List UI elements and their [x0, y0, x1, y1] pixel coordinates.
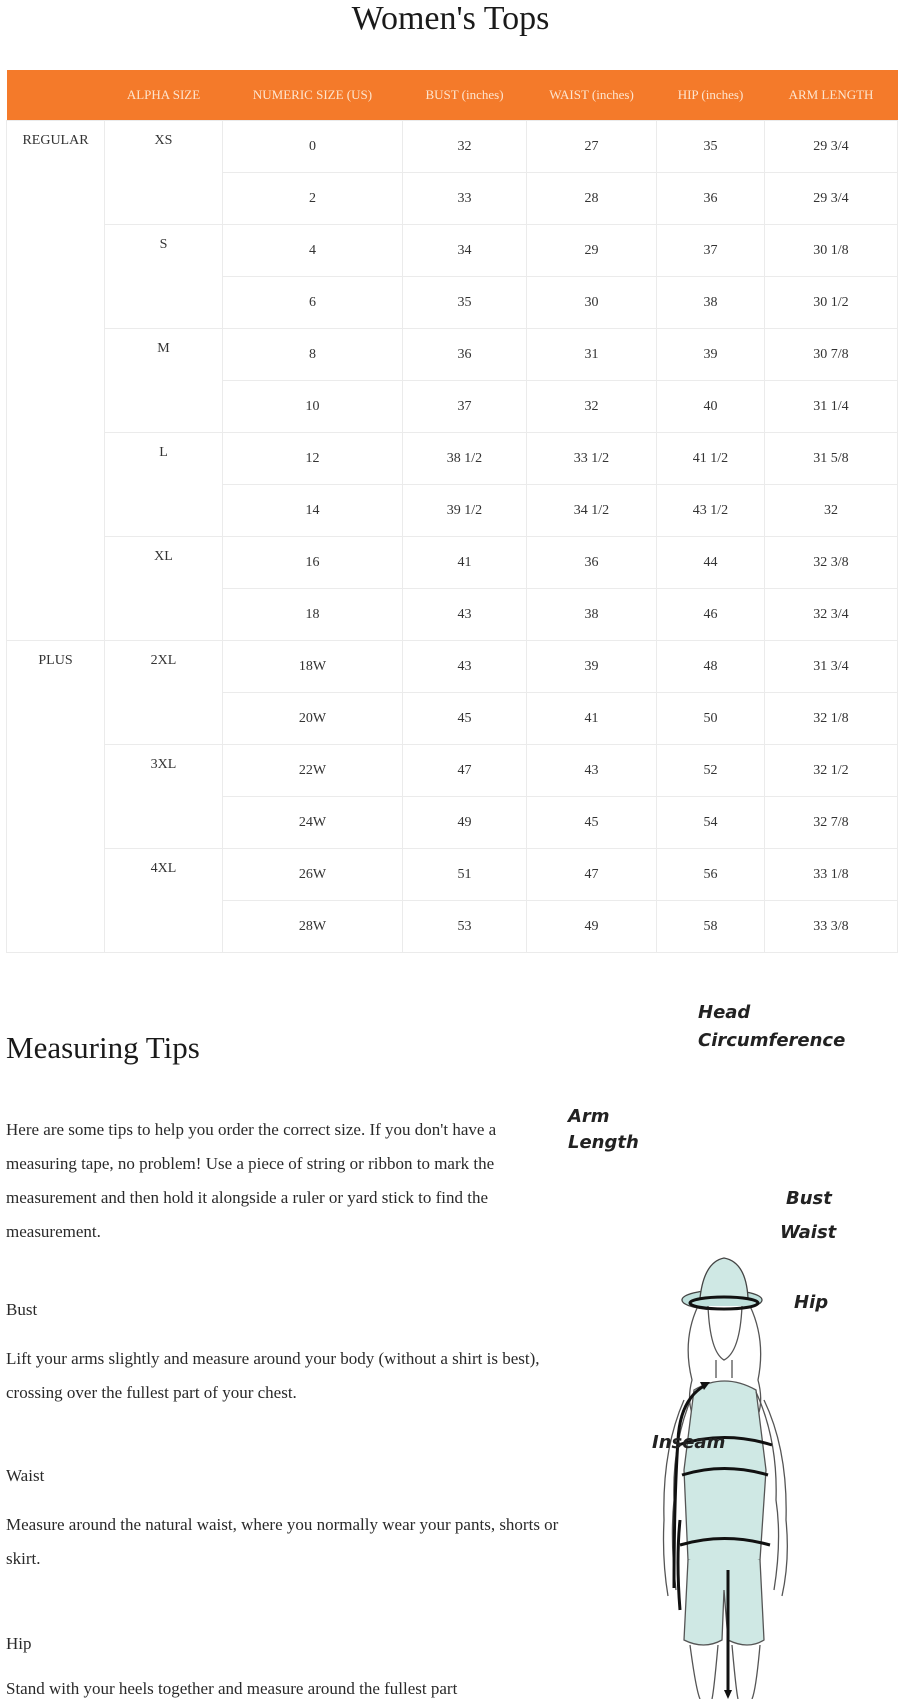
table-cell: 36	[657, 173, 765, 225]
table-row	[7, 329, 898, 381]
table-cell: 36	[527, 537, 657, 589]
table-cell: 33 3/8	[765, 901, 898, 953]
alpha-size-cell: 4XL	[105, 849, 223, 953]
table-cell: 32	[403, 121, 527, 173]
table-cell: 28W	[223, 901, 403, 953]
table-cell: 33	[403, 173, 527, 225]
table-cell: 54	[657, 797, 765, 849]
table-cell: 18	[223, 589, 403, 641]
group-label: PLUS	[7, 641, 105, 953]
label-arm: Arm	[568, 1106, 610, 1127]
label-circumference: Circumference	[698, 1030, 846, 1051]
column-header: NUMERIC SIZE (US)	[223, 70, 403, 121]
table-cell: 33 1/2	[527, 433, 657, 485]
table-cell: 50	[657, 693, 765, 745]
table-cell: 45	[403, 693, 527, 745]
label-waist: Waist	[780, 1222, 837, 1243]
table-cell: 22W	[223, 745, 403, 797]
table-cell: 31	[527, 329, 657, 381]
table-cell: 48	[657, 641, 765, 693]
table-cell: 41	[527, 693, 657, 745]
alpha-size-cell: M	[105, 329, 223, 433]
table-row	[7, 225, 898, 277]
table-cell: 34 1/2	[527, 485, 657, 537]
table-cell: 37	[403, 381, 527, 433]
table-row	[7, 745, 898, 797]
group-label: REGULAR	[7, 121, 105, 641]
table-cell: 41	[403, 537, 527, 589]
table-cell: 39	[527, 641, 657, 693]
table-row	[7, 433, 898, 485]
table-row	[7, 641, 898, 693]
column-header	[7, 70, 105, 121]
alpha-size-cell: S	[105, 225, 223, 329]
table-cell: 43 1/2	[657, 485, 765, 537]
measuring-tips-title: Measuring Tips	[6, 1030, 200, 1065]
table-cell: 32	[527, 381, 657, 433]
table-cell: 51	[403, 849, 527, 901]
table-cell: 43	[403, 641, 527, 693]
table-cell: 39 1/2	[403, 485, 527, 537]
table-cell: 27	[527, 121, 657, 173]
table-row	[7, 121, 898, 173]
table-cell: 30 7/8	[765, 329, 898, 381]
column-header: HIP (inches)	[657, 70, 765, 121]
alpha-size-cell: L	[105, 433, 223, 537]
label-hip: Hip	[794, 1292, 829, 1313]
column-header: BUST (inches)	[403, 70, 527, 121]
table-cell: 47	[403, 745, 527, 797]
table-cell: 38	[527, 589, 657, 641]
table-cell: 44	[657, 537, 765, 589]
table-cell: 49	[403, 797, 527, 849]
table-cell: 12	[223, 433, 403, 485]
table-cell: 38	[657, 277, 765, 329]
table-cell: 32 1/8	[765, 693, 898, 745]
hip-text: Stand with your heels together and measure around the fullest part	[6, 1679, 458, 1698]
alpha-size-cell: 3XL	[105, 745, 223, 849]
table-cell: 46	[657, 589, 765, 641]
table-cell: 31 5/8	[765, 433, 898, 485]
table-cell: 33 1/8	[765, 849, 898, 901]
label-bust: Bust	[786, 1188, 832, 1209]
table-cell: 56	[657, 849, 765, 901]
table-cell: 35	[657, 121, 765, 173]
waist-text: Measure around the natural waist, where you normally wear your pants, shorts or skirt.	[6, 1515, 559, 1568]
table-cell: 34	[403, 225, 527, 277]
table-cell: 47	[527, 849, 657, 901]
table-cell: 40	[657, 381, 765, 433]
table-cell: 4	[223, 225, 403, 277]
table-cell: 49	[527, 901, 657, 953]
table-cell: 36	[403, 329, 527, 381]
table-header-row	[7, 70, 898, 121]
waist-heading: Waist	[6, 1466, 45, 1485]
table-cell: 32	[765, 485, 898, 537]
table-cell: 38 1/2	[403, 433, 527, 485]
label-inseam: Inseam	[652, 1432, 726, 1453]
table-cell: 39	[657, 329, 765, 381]
table-cell: 18W	[223, 641, 403, 693]
alpha-size-cell: 2XL	[105, 641, 223, 745]
woman-figure-illustration	[600, 1000, 901, 1699]
table-cell: 32 3/8	[765, 537, 898, 589]
table-cell: 0	[223, 121, 403, 173]
table-cell: 20W	[223, 693, 403, 745]
table-cell: 24W	[223, 797, 403, 849]
column-header: ALPHA SIZE	[105, 70, 223, 121]
table-cell: 43	[527, 745, 657, 797]
table-cell: 10	[223, 381, 403, 433]
tips-intro: Here are some tips to help you order the correct size. If you don't have a measuring tape, no problem! Use a piece of string or ribbon to mark the measurement and then hold it alongside a ruler or yard stick to find the measurement.	[6, 1120, 497, 1241]
table-cell: 53	[403, 901, 527, 953]
table-cell: 6	[223, 277, 403, 329]
table-cell: 58	[657, 901, 765, 953]
table-cell: 29	[527, 225, 657, 277]
table-cell: 31 1/4	[765, 381, 898, 433]
table-cell: 30	[527, 277, 657, 329]
table-cell: 30 1/8	[765, 225, 898, 277]
table-cell: 8	[223, 329, 403, 381]
table-cell: 37	[657, 225, 765, 277]
table-cell: 32 3/4	[765, 589, 898, 641]
table-body	[7, 121, 898, 953]
bust-heading: Bust	[6, 1300, 38, 1319]
table-cell: 35	[403, 277, 527, 329]
alpha-size-cell: XS	[105, 121, 223, 225]
table-row	[7, 849, 898, 901]
size-chart-table	[6, 70, 898, 953]
alpha-size-cell: XL	[105, 537, 223, 641]
label-length: Length	[568, 1132, 639, 1153]
table-cell: 32 1/2	[765, 745, 898, 797]
table-cell: 41 1/2	[657, 433, 765, 485]
table-cell: 26W	[223, 849, 403, 901]
table-cell: 32 7/8	[765, 797, 898, 849]
column-header: WAIST (inches)	[527, 70, 657, 121]
table-cell: 14	[223, 485, 403, 537]
table-cell: 28	[527, 173, 657, 225]
hip-heading: Hip	[6, 1634, 32, 1653]
label-head: Head	[698, 1002, 751, 1023]
table-cell: 31 3/4	[765, 641, 898, 693]
page-title: Women's Tops	[351, 0, 550, 37]
bust-text: Lift your arms slightly and measure around your body (without a shirt is best), crossing over the fullest part of your chest.	[6, 1349, 540, 1402]
table-cell: 16	[223, 537, 403, 589]
table-row	[7, 537, 898, 589]
table-cell: 43	[403, 589, 527, 641]
table-cell: 30 1/2	[765, 277, 898, 329]
measurement-figure	[568, 1000, 901, 1699]
table-cell: 2	[223, 173, 403, 225]
table-cell: 52	[657, 745, 765, 797]
table-cell: 29 3/4	[765, 173, 898, 225]
column-header: ARM LENGTH	[765, 70, 898, 121]
table-cell: 29 3/4	[765, 121, 898, 173]
table-cell: 45	[527, 797, 657, 849]
